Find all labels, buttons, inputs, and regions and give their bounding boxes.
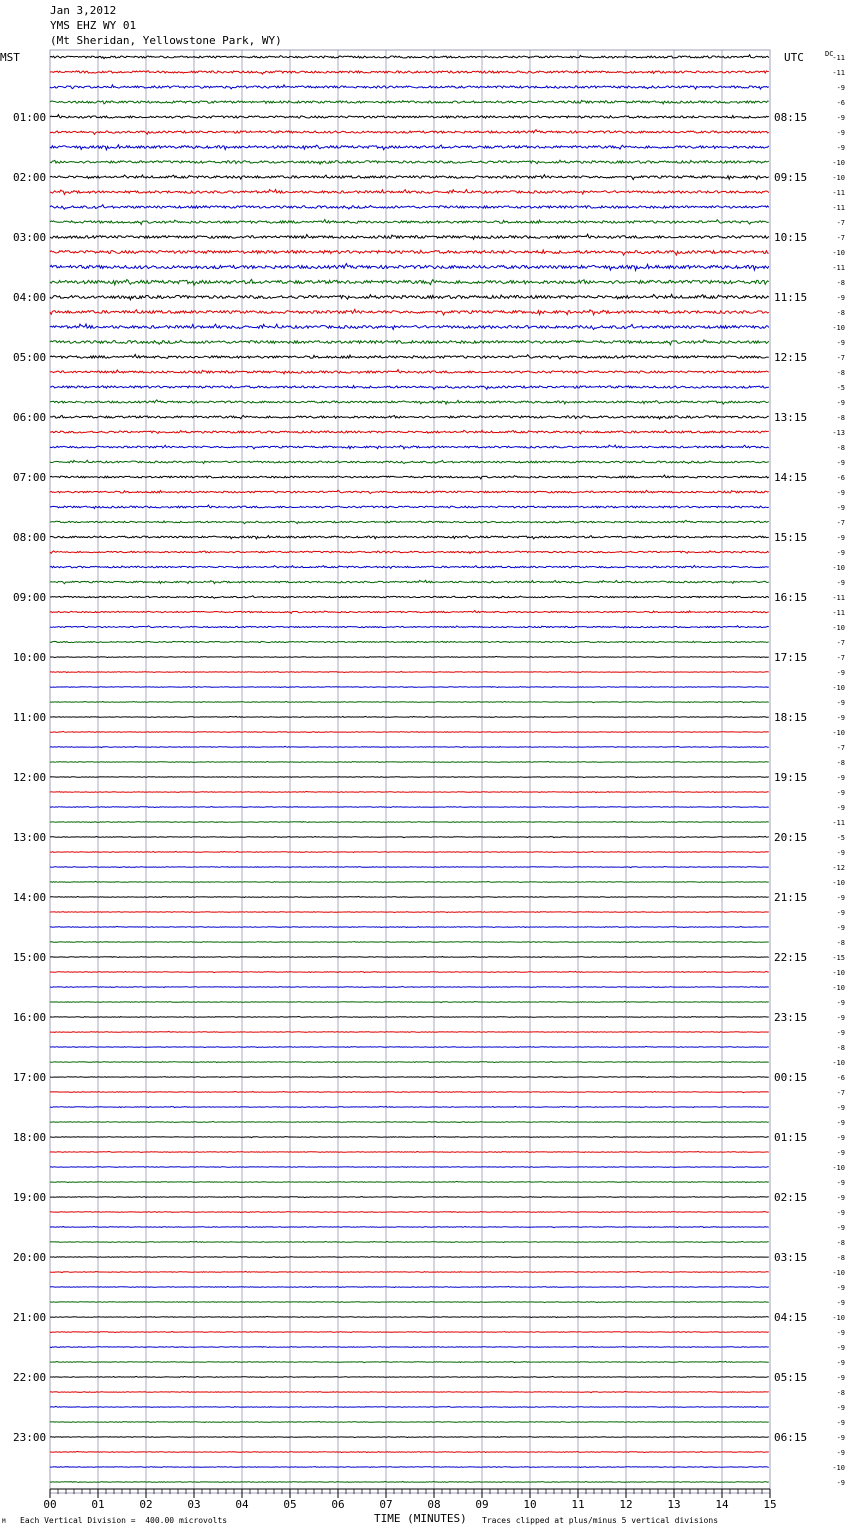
seismic-trace	[50, 1077, 769, 1078]
dc-offset-label: -9	[836, 1479, 845, 1487]
dc-offset-label: -10	[832, 1164, 845, 1172]
seismic-trace	[50, 956, 769, 957]
dc-offset-label: -9	[836, 849, 845, 857]
x-tick-label: 15	[763, 1498, 777, 1511]
dc-offset-label: -6	[836, 99, 845, 107]
dc-offset-label: -10	[832, 1059, 845, 1067]
seismic-trace	[50, 250, 769, 255]
seismic-trace	[50, 445, 769, 449]
seismic-trace	[50, 596, 769, 599]
x-tick-label: 09	[475, 1498, 489, 1511]
seismic-trace	[50, 1106, 769, 1107]
dc-offset-label: -9	[836, 489, 845, 497]
dc-offset-label: -9	[836, 1419, 845, 1427]
dc-offset-label: -9	[836, 1299, 845, 1307]
x-tick-label: 08	[427, 1498, 441, 1511]
seismic-trace	[50, 1257, 769, 1258]
seismic-trace	[50, 100, 769, 104]
dc-offset-label: -8	[836, 759, 845, 767]
dc-offset-label: -7	[836, 219, 845, 227]
dc-offset-label: -10	[832, 729, 845, 737]
seismic-trace	[50, 520, 769, 523]
seismic-trace	[50, 1361, 769, 1362]
dc-offset-label: -9	[836, 1284, 845, 1292]
dc-offset-label: -9	[836, 804, 845, 812]
dc-offset-label: -5	[836, 834, 845, 842]
header-date: Jan 3,2012	[50, 4, 117, 17]
seismic-trace	[50, 1346, 769, 1347]
dc-offset-label: -11	[832, 69, 845, 77]
seismic-trace	[50, 264, 769, 271]
seismic-trace	[50, 1421, 769, 1422]
dc-offset-label: -8	[836, 369, 845, 377]
utc-hour-label: 19:15	[774, 771, 808, 784]
x-tick-label: 14	[715, 1498, 729, 1511]
dc-offset-label: -7	[836, 234, 845, 242]
seismic-trace	[50, 400, 769, 404]
mst-hour-label: 17:00	[13, 1071, 47, 1084]
seismic-trace	[50, 415, 769, 419]
dc-offset-label: -10	[832, 969, 845, 977]
dc-offset-label: -8	[836, 1044, 845, 1052]
dc-offset-label: -8	[836, 414, 845, 422]
corner-mark: M	[2, 1518, 6, 1525]
dc-offset-label: -10	[832, 984, 845, 992]
x-tick-label: 00	[43, 1498, 57, 1511]
utc-hour-label: 09:15	[774, 171, 808, 184]
utc-hour-label: 08:15	[774, 111, 808, 124]
seismic-trace	[50, 1197, 769, 1198]
dc-offset-label: -9	[836, 714, 845, 722]
x-tick-label: 11	[571, 1498, 585, 1511]
seismic-trace	[50, 505, 769, 508]
seismic-trace	[50, 130, 769, 135]
utc-hour-label: 01:15	[774, 1131, 808, 1144]
dc-offset-label: -9	[836, 1329, 845, 1337]
seismic-trace	[50, 986, 769, 987]
dc-offset-label: -9	[836, 1449, 845, 1457]
seismic-trace	[50, 219, 769, 224]
dc-offset-label: -9	[836, 504, 845, 512]
seismic-trace	[50, 626, 769, 628]
dc-offset-label: -9	[836, 1149, 845, 1157]
seismic-trace	[50, 761, 769, 762]
dc-offset-label: -7	[836, 639, 845, 647]
dc-offset-label: -9	[836, 579, 845, 587]
seismic-trace	[50, 1437, 769, 1438]
x-tick-label: 06	[331, 1498, 345, 1511]
dc-offset-label: -9	[836, 924, 845, 932]
utc-hour-label: 04:15	[774, 1311, 808, 1324]
dc-offset-label: -9	[836, 399, 845, 407]
seismic-trace	[50, 641, 769, 642]
utc-hour-label: 18:15	[774, 711, 808, 724]
dc-offset-label: -10	[832, 159, 845, 167]
dc-offset-label: -9	[836, 294, 845, 302]
header-location: (Mt Sheridan, Yellowstone Park, WY)	[50, 34, 282, 47]
utc-axis-label: UTC	[784, 51, 804, 64]
dc-offset-label: -10	[832, 249, 845, 257]
seismic-trace	[50, 971, 769, 972]
seismic-trace	[50, 354, 769, 359]
seismic-trace	[50, 1031, 769, 1032]
dc-offset-label: -8	[836, 1239, 845, 1247]
dc-offset-label: -9	[836, 999, 845, 1007]
dc-offset-label: -9	[836, 1104, 845, 1112]
dc-offset-label: -6	[836, 1074, 845, 1082]
seismic-trace	[50, 175, 769, 180]
seismic-trace	[50, 672, 769, 673]
dc-offset-label: -7	[836, 354, 845, 362]
dc-offset-label: -9	[836, 534, 845, 542]
dc-offset-label: -10	[832, 624, 845, 632]
seismic-trace	[50, 1376, 769, 1377]
seismic-trace	[50, 1332, 769, 1333]
mst-hour-label: 13:00	[13, 831, 47, 844]
utc-hour-label: 21:15	[774, 891, 808, 904]
dc-offset-label: -9	[836, 1374, 845, 1382]
seismic-trace	[50, 836, 769, 837]
utc-hour-label: 00:15	[774, 1071, 808, 1084]
seismic-trace	[50, 55, 769, 59]
seismic-trace	[50, 1271, 769, 1272]
mst-hour-label: 16:00	[13, 1011, 47, 1024]
seismic-trace	[50, 475, 769, 479]
dc-offset-label: -9	[836, 1119, 845, 1127]
seismic-trace	[50, 160, 769, 164]
utc-hour-label: 02:15	[774, 1191, 808, 1204]
dc-offset-label: -11	[832, 264, 845, 272]
dc-offset-label: -8	[836, 939, 845, 947]
seismic-trace	[50, 1226, 769, 1227]
dc-offset-label: -9	[836, 1194, 845, 1202]
dc-offset-label: -9	[836, 1344, 845, 1352]
axis-labels	[0, 50, 845, 1525]
dc-offset-label: -9	[836, 669, 845, 677]
seismic-trace	[50, 85, 769, 89]
mst-hour-label: 21:00	[13, 1311, 47, 1324]
seismic-trace	[50, 565, 769, 568]
dc-label: DC	[825, 50, 834, 58]
seismic-trace	[50, 1286, 769, 1287]
dc-offset-label: -9	[836, 894, 845, 902]
dc-offset-label: -10	[832, 174, 845, 182]
dc-offset-label: -9	[836, 1134, 845, 1142]
header-station: YMS EHZ WY 01	[50, 19, 137, 32]
seismic-trace	[50, 926, 769, 927]
seismic-trace	[50, 746, 769, 747]
dc-offset-label: -9	[836, 699, 845, 707]
scale-note: Each Vertical Division = 400.00 microvolts	[20, 1516, 228, 1525]
seismic-trace	[50, 309, 769, 315]
seismic-trace	[50, 205, 769, 209]
dc-offset-label: -9	[836, 1209, 845, 1217]
seismic-trace	[50, 611, 769, 614]
mst-hour-label: 15:00	[13, 951, 47, 964]
utc-hour-label: 11:15	[774, 291, 808, 304]
dc-offset-label: -9	[836, 774, 845, 782]
seismic-trace	[50, 881, 769, 882]
seismic-trace	[50, 912, 769, 913]
seismic-trace	[50, 1406, 769, 1407]
seismic-trace	[50, 460, 769, 463]
dc-offset-label: -13	[832, 429, 845, 437]
seismic-trace	[50, 1121, 769, 1122]
dc-offset-label: -11	[832, 609, 845, 617]
seismic-trace	[50, 701, 769, 702]
utc-hour-label: 03:15	[774, 1251, 808, 1264]
mst-hour-label: 19:00	[13, 1191, 47, 1204]
utc-hour-label: 16:15	[774, 591, 808, 604]
dc-offset-label: -6	[836, 474, 845, 482]
seismic-trace	[50, 370, 769, 374]
dc-offset-label: -10	[832, 324, 845, 332]
utc-hour-label: 23:15	[774, 1011, 808, 1024]
seismic-trace	[50, 656, 769, 657]
seismic-trace	[50, 1046, 769, 1047]
dc-offset-label: -8	[836, 444, 845, 452]
mst-hour-label: 18:00	[13, 1131, 47, 1144]
x-tick-label: 01	[91, 1498, 105, 1511]
x-tick-label: 03	[187, 1498, 201, 1511]
x-axis-title: TIME (MINUTES)	[374, 1512, 467, 1525]
seismic-trace	[50, 777, 769, 778]
seismic-trace	[50, 234, 769, 239]
x-tick-label: 04	[235, 1498, 249, 1511]
dc-offset-label: -15	[832, 954, 845, 962]
utc-hour-label: 20:15	[774, 831, 808, 844]
dc-offset-label: -11	[832, 54, 845, 62]
seismic-trace	[50, 942, 769, 943]
seismic-trace	[50, 1062, 769, 1063]
dc-offset-label: -9	[836, 84, 845, 92]
mst-hour-label: 04:00	[13, 291, 47, 304]
utc-hour-label: 22:15	[774, 951, 808, 964]
utc-hour-label: 10:15	[774, 231, 808, 244]
dc-offset-label: -9	[836, 459, 845, 467]
dc-offset-label: -9	[836, 909, 845, 917]
dc-offset-label: -8	[836, 1254, 845, 1262]
seismic-trace	[50, 791, 769, 792]
mst-hour-label: 12:00	[13, 771, 47, 784]
seismic-trace	[50, 1151, 769, 1152]
x-tick-label: 13	[667, 1498, 681, 1511]
mst-hour-label: 20:00	[13, 1251, 47, 1264]
seismic-trace	[50, 294, 769, 299]
dc-offset-label: -10	[832, 684, 845, 692]
mst-hour-label: 10:00	[13, 651, 47, 664]
dc-offset-label: -9	[836, 114, 845, 122]
dc-offset-label: -7	[836, 654, 845, 662]
dc-offset-label: -5	[836, 384, 845, 392]
mst-hour-label: 08:00	[13, 531, 47, 544]
x-tick-label: 12	[619, 1498, 633, 1511]
seismic-trace	[50, 867, 769, 868]
seismic-trace	[50, 580, 769, 583]
dc-offset-label: -10	[832, 564, 845, 572]
dc-offset-label: -9	[836, 129, 845, 137]
seismic-trace	[50, 896, 769, 897]
dc-offset-label: -8	[836, 279, 845, 287]
mst-hour-label: 23:00	[13, 1431, 47, 1444]
dc-offset-label: -12	[832, 864, 845, 872]
seismic-trace	[50, 115, 769, 118]
dc-offset-label: -7	[836, 744, 845, 752]
seismic-trace	[50, 821, 769, 822]
dc-offset-label: -10	[832, 879, 845, 887]
seismic-trace	[50, 386, 769, 390]
clip-note: Traces clipped at plus/minus 5 vertical divisions	[482, 1516, 719, 1525]
dc-offset-label: -9	[836, 789, 845, 797]
utc-hour-label: 06:15	[774, 1431, 808, 1444]
trace-group	[50, 55, 769, 1483]
dc-offset-label: -8	[836, 1389, 845, 1397]
mst-hour-label: 01:00	[13, 111, 47, 124]
mst-hour-label: 05:00	[13, 351, 47, 364]
seismic-trace	[50, 536, 769, 539]
mst-hour-label: 03:00	[13, 231, 47, 244]
seismic-trace	[50, 1167, 769, 1168]
dc-offset-label: -11	[832, 594, 845, 602]
seismic-trace	[50, 189, 769, 194]
seismic-trace	[50, 1392, 769, 1393]
seismic-trace	[50, 1467, 769, 1468]
x-tick-label: 02	[139, 1498, 153, 1511]
seismic-trace	[50, 807, 769, 808]
seismic-trace	[50, 1181, 769, 1182]
utc-hour-label: 14:15	[774, 471, 808, 484]
dc-offset-label: -10	[832, 1269, 845, 1277]
dc-offset-label: -11	[832, 819, 845, 827]
x-tick-label: 07	[379, 1498, 393, 1511]
mst-hour-label: 06:00	[13, 411, 47, 424]
dc-offset-label: -10	[832, 1314, 845, 1322]
dc-offset-label: -9	[836, 549, 845, 557]
dc-offset-label: -9	[836, 1404, 845, 1412]
seismic-trace	[50, 1212, 769, 1213]
seismic-trace	[50, 145, 769, 150]
dc-offset-label: -9	[836, 1359, 845, 1367]
seismic-trace	[50, 1451, 769, 1452]
dc-offset-label: -7	[836, 519, 845, 527]
seismic-trace	[50, 716, 769, 717]
seismic-trace	[50, 687, 769, 688]
seismic-trace	[50, 1001, 769, 1002]
dc-offset-label: -11	[832, 204, 845, 212]
seismic-trace	[50, 1316, 769, 1317]
dc-offset-label: -9	[836, 1179, 845, 1187]
seismic-trace	[50, 851, 769, 852]
seismic-trace	[50, 1016, 769, 1017]
mst-hour-label: 22:00	[13, 1371, 47, 1384]
utc-hour-label: 17:15	[774, 651, 808, 664]
seismic-trace	[50, 731, 769, 732]
mst-hour-label: 11:00	[13, 711, 47, 724]
mst-hour-label: 02:00	[13, 171, 47, 184]
utc-hour-label: 12:15	[774, 351, 808, 364]
mst-hour-label: 07:00	[13, 471, 47, 484]
seismic-trace	[50, 1302, 769, 1303]
seismic-trace	[50, 324, 769, 329]
mst-hour-label: 14:00	[13, 891, 47, 904]
seismic-trace	[50, 1241, 769, 1242]
dc-offset-label: -9	[836, 339, 845, 347]
seismic-trace	[50, 71, 769, 74]
seismic-trace	[50, 279, 769, 285]
dc-offset-label: -9	[836, 1014, 845, 1022]
seismic-trace	[50, 490, 769, 493]
seismic-trace	[50, 1136, 769, 1137]
utc-hour-label: 13:15	[774, 411, 808, 424]
x-tick-label: 10	[523, 1498, 537, 1511]
dc-offset-label: -9	[836, 1224, 845, 1232]
dc-offset-label: -9	[836, 1029, 845, 1037]
seismic-trace	[50, 551, 769, 554]
dc-offset-label: -9	[836, 1434, 845, 1442]
dc-offset-label: -7	[836, 1089, 845, 1097]
mst-axis-label: MST	[0, 51, 20, 64]
x-tick-label: 05	[283, 1498, 297, 1511]
seismic-trace	[50, 430, 769, 433]
utc-hour-label: 15:15	[774, 531, 808, 544]
utc-hour-label: 05:15	[774, 1371, 808, 1384]
seismic-trace	[50, 340, 769, 345]
mst-hour-label: 09:00	[13, 591, 47, 604]
dc-offset-label: -9	[836, 144, 845, 152]
seismic-trace	[50, 1091, 769, 1092]
dc-offset-label: -10	[832, 1464, 845, 1472]
dc-offset-label: -8	[836, 309, 845, 317]
dc-offset-label: -11	[832, 189, 845, 197]
seismic-trace	[50, 1481, 769, 1482]
